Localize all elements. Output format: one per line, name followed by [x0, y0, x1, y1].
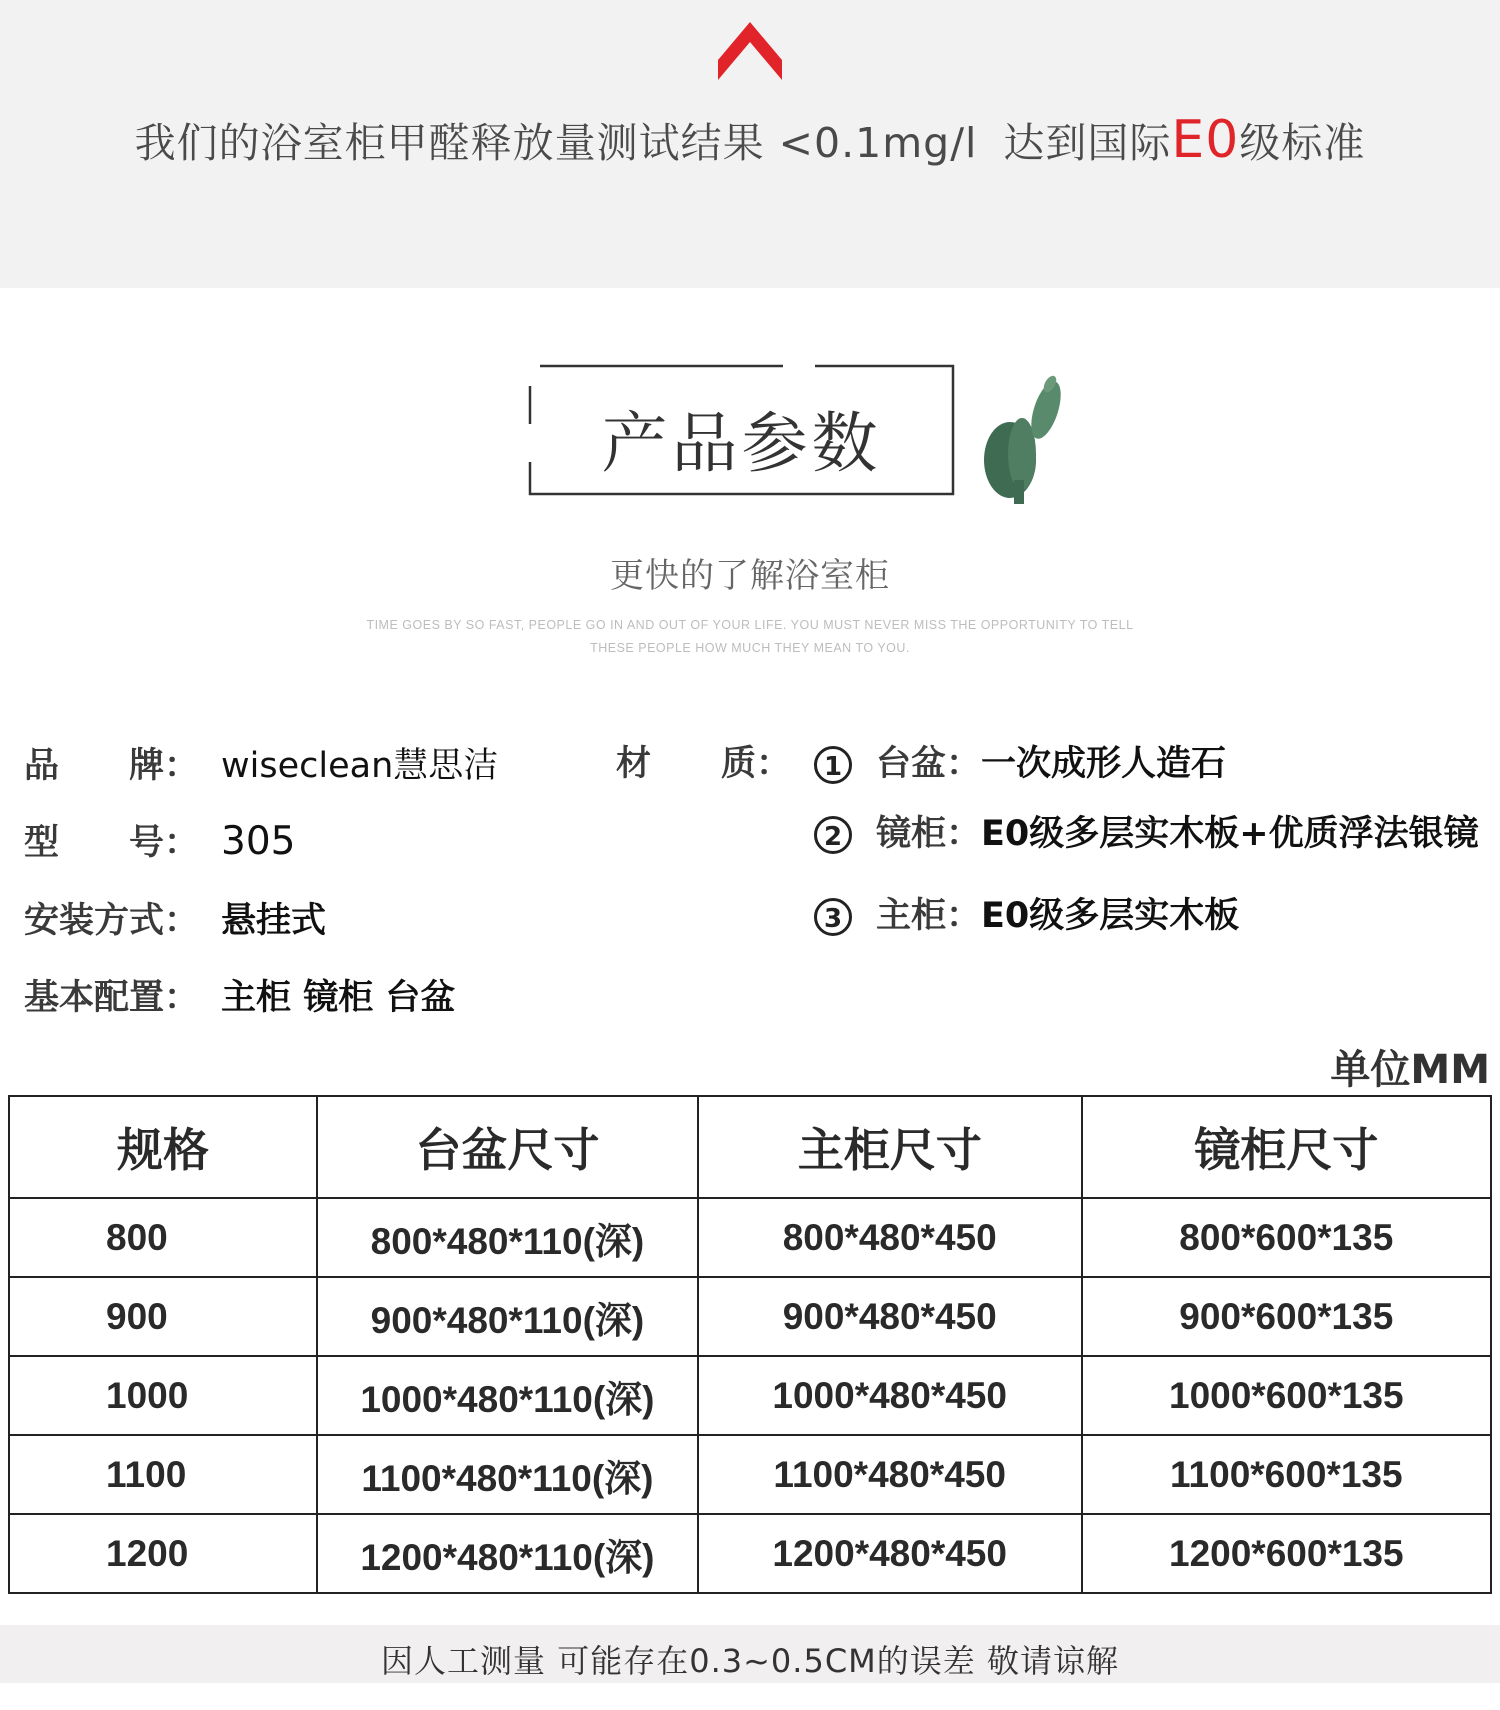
number-circle-icon: 1 — [814, 746, 852, 784]
table-cell: 1200*600*135 — [1082, 1514, 1491, 1593]
table-cell: 800 — [9, 1198, 317, 1277]
table-cell: 1000*600*135 — [1082, 1356, 1491, 1435]
material-label: 镜柜： — [876, 814, 982, 854]
spec-install-value: 悬挂式 — [221, 901, 327, 941]
spec-model — [24, 815, 295, 865]
table-cell: 1000*480*450 — [698, 1356, 1082, 1435]
table-row — [9, 1514, 1491, 1593]
material-item — [814, 888, 1239, 938]
headline-suffix-pre: 达到国际 — [1003, 119, 1172, 167]
spec-install-label: 安装方式： — [24, 901, 200, 941]
subtitle: 更快的了解浴室柜 — [610, 556, 890, 596]
number-circle-icon: 2 — [814, 816, 852, 854]
table-cell: 900 — [9, 1277, 317, 1356]
table-cell: 800*480*110(深) — [317, 1198, 698, 1277]
table-cell: 1000 — [9, 1356, 317, 1435]
spec-brand-value: wiseclean慧思洁 — [221, 746, 499, 786]
section-title: 产品参数 — [601, 405, 882, 482]
table-cell: 1100*480*450 — [698, 1435, 1082, 1514]
english-tagline-2: THESE PEOPLE HOW MUCH THEY MEAN TO YOU. — [590, 641, 910, 655]
table-cell: 1100*480*110(深) — [317, 1435, 698, 1514]
table-cell: 1100*600*135 — [1082, 1435, 1491, 1514]
table-row — [9, 1435, 1491, 1514]
material-item — [814, 736, 1226, 786]
unit-label: 单位MM — [1330, 1047, 1490, 1093]
spec-install — [24, 893, 326, 943]
table-row — [9, 1277, 1491, 1356]
footer-note: 因人工测量 可能存在0.3~0.5CM的误差 敬请谅解 — [381, 1642, 1119, 1680]
spec-config — [24, 970, 455, 1020]
header-basin-size: 台盆尺寸 — [317, 1096, 698, 1198]
table-row — [9, 1356, 1491, 1435]
material-label: 台盆： — [876, 744, 982, 784]
table-cell: 900*480*110(深) — [317, 1277, 698, 1356]
header-main-cabinet-size: 主柜尺寸 — [698, 1096, 1082, 1198]
material-value: 一次成形人造石 — [981, 744, 1227, 784]
table-header-row — [9, 1096, 1491, 1198]
material-item — [814, 806, 1479, 856]
header-spec: 规格 — [9, 1096, 317, 1198]
table-cell: 900*480*450 — [698, 1277, 1082, 1356]
material-value: E0级多层实木板+优质浮法银镜 — [981, 814, 1479, 854]
headline-accent: E0 — [1171, 110, 1240, 170]
table-cell: 1000*480*110(深) — [317, 1356, 698, 1435]
material-label: 主柜： — [876, 896, 982, 936]
spec-config-label: 基本配置： — [24, 978, 200, 1018]
cactus-icon — [970, 370, 1070, 506]
table-cell: 800*480*450 — [698, 1198, 1082, 1277]
headline — [0, 110, 1500, 170]
table-cell: 1200 — [9, 1514, 317, 1593]
material-value: E0级多层实木板 — [981, 896, 1240, 936]
table-cell: 800*600*135 — [1082, 1198, 1491, 1277]
table-cell: 1200*480*110(深) — [317, 1514, 698, 1593]
spec-material-label: 材 质： — [616, 744, 792, 784]
chevron-up-icon — [718, 20, 782, 80]
table-cell: 1200*480*450 — [698, 1514, 1082, 1593]
spec-model-label: 型 号： — [24, 823, 200, 863]
english-tagline-1: TIME GOES BY SO FAST, PEOPLE GO IN AND OUT OF YOUR LIFE. YOU MUST NEVER MISS THE OPPORTUNITY TO TELL — [366, 618, 1134, 632]
spec-model-value: 305 — [221, 819, 296, 864]
headline-suffix-post: 级标准 — [1239, 119, 1366, 167]
headline-main: 我们的浴室柜甲醛释放量测试结果 <0.1mg/l — [134, 119, 978, 167]
number-circle-icon: 3 — [814, 898, 852, 936]
header-mirror-cabinet-size: 镜柜尺寸 — [1082, 1096, 1491, 1198]
title-frame — [528, 364, 955, 496]
table-row — [9, 1198, 1491, 1277]
spec-brand-label: 品 牌： — [24, 746, 200, 786]
spec-config-value: 主柜 镜柜 台盆 — [221, 978, 456, 1018]
dimensions-table — [8, 1095, 1492, 1594]
spec-brand — [24, 738, 498, 788]
table-cell: 1100 — [9, 1435, 317, 1514]
spec-material — [616, 736, 791, 786]
table-cell: 900*600*135 — [1082, 1277, 1491, 1356]
